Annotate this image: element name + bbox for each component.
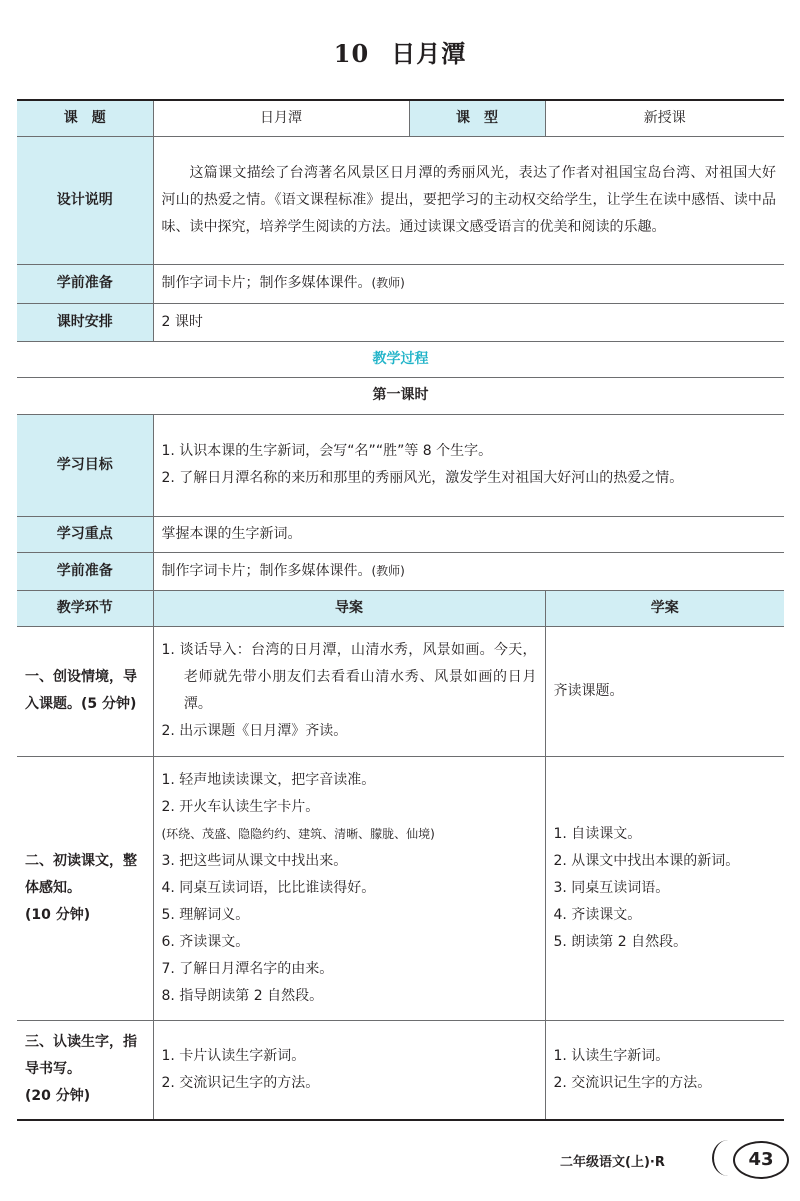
stage-name bbox=[17, 756, 153, 1020]
process-row bbox=[17, 341, 784, 377]
guide-item: 3. 把这些词从课文中找出来。 bbox=[161, 852, 348, 869]
stage-name-line: 三、认读生字，指导书写。 bbox=[25, 1034, 137, 1078]
stage-row bbox=[17, 1020, 784, 1120]
guide-item: 2. 交流识记生字的方法。 bbox=[161, 1074, 320, 1091]
lesson-number: 10 bbox=[333, 39, 370, 68]
guide-item: 8. 指导朗读第 2 自然段。 bbox=[161, 987, 324, 1004]
schedule-row bbox=[17, 303, 784, 341]
type-value: 新授课 bbox=[545, 100, 784, 136]
study-item: 2. 交流识记生字的方法。 bbox=[553, 1074, 712, 1091]
guide-item: 1. 谈话导入：台湾的日月潭，山清水秀，风景如画。今天，老师就先带小朋友们去看看山清水秀、风景如画的日月潭。 bbox=[161, 642, 537, 712]
schedule-label: 课时安排 bbox=[17, 303, 153, 341]
guide-item: 1. 轻声地读读课文，把字音读准。 bbox=[161, 771, 376, 788]
stage-name bbox=[17, 1020, 153, 1120]
prep-text: 制作字词卡片；制作多媒体课件。 bbox=[161, 275, 372, 291]
stage-name: 一、创设情境，导入课题。(5 分钟) bbox=[17, 626, 153, 756]
process-title: 教学过程 bbox=[17, 341, 784, 377]
type-label: 课 型 bbox=[409, 100, 545, 136]
lesson-plan-table bbox=[17, 99, 784, 1121]
study-item: 齐读课题。 bbox=[553, 682, 624, 699]
prep2-cell bbox=[153, 552, 784, 590]
focus-text: 掌握本课的生字新词。 bbox=[153, 516, 784, 552]
study-item: 4. 齐读课文。 bbox=[553, 906, 642, 923]
stage-guide bbox=[153, 626, 545, 756]
column-header-row bbox=[17, 590, 784, 626]
stage-guide bbox=[153, 756, 545, 1020]
guide-item: 5. 理解词义。 bbox=[161, 906, 250, 923]
guide-item: 6. 齐读课文。 bbox=[161, 933, 250, 950]
goals-row bbox=[17, 414, 784, 516]
study-item: 5. 朗读第 2 自然段。 bbox=[553, 933, 688, 950]
period-row bbox=[17, 377, 784, 414]
focus-label: 学习重点 bbox=[17, 516, 153, 552]
design-label: 设计说明 bbox=[17, 136, 153, 264]
page-number: 43 bbox=[733, 1141, 789, 1179]
prep-cell bbox=[153, 264, 784, 303]
guide-item: 1. 卡片认读生字新词。 bbox=[161, 1047, 306, 1064]
prep2-note: (教师) bbox=[371, 563, 405, 578]
schedule-text: 2 课时 bbox=[153, 303, 784, 341]
guide-item: 2. 开火车认读生字卡片。 bbox=[161, 798, 320, 815]
topic-row bbox=[17, 100, 784, 136]
stage-guide bbox=[153, 1020, 545, 1120]
goals-label: 学习目标 bbox=[17, 414, 153, 516]
col-stage: 教学环节 bbox=[17, 590, 153, 626]
design-text: 这篇课文描绘了台湾著名风景区日月潭的秀丽风光，表达了作者对祖国宝岛台湾、对祖国大好河山的热爱之情。《语文课程标准》提出，要把学习的主动权交给学生，让学生在读中感悟、读中品味、读中探究，培养学生阅读的方法。通过读课文感受语言的优美和阅读的乐趣。 bbox=[153, 136, 784, 264]
stage-row bbox=[17, 626, 784, 756]
stage-study bbox=[545, 756, 784, 1020]
goal-item: 1. 认识本课的生字新词，会写“名”“胜”等 8 个生字。 bbox=[161, 443, 493, 459]
col-study: 学案 bbox=[545, 590, 784, 626]
prep-note: (教师) bbox=[371, 276, 405, 290]
focus-row bbox=[17, 516, 784, 552]
stage-name-line: 二、初读课文，整体感知。 bbox=[25, 852, 137, 896]
study-item: 1. 自读课文。 bbox=[553, 825, 642, 842]
stage-time: (20 分钟) bbox=[25, 1088, 91, 1105]
stage-time: (10 分钟) bbox=[25, 906, 91, 923]
topic-label: 课 题 bbox=[17, 100, 153, 136]
guide-note: (环绕、茂盛、隐隐约约、建筑、清晰、朦胧、仙境) bbox=[161, 826, 435, 841]
col-guide: 导案 bbox=[153, 590, 545, 626]
guide-item: 7. 了解日月潭名字的由来。 bbox=[161, 960, 334, 977]
stage-study bbox=[545, 1020, 784, 1120]
prep-label: 学前准备 bbox=[17, 264, 153, 303]
goal-item: 2. 了解日月潭名称的来历和那里的秀丽风光，激发学生对祖国大好河山的热爱之情。 bbox=[161, 470, 684, 486]
guide-item: 4. 同桌互读词语，比比谁读得好。 bbox=[161, 879, 376, 896]
prep2-text: 制作字词卡片；制作多媒体课件。 bbox=[161, 562, 372, 579]
prep2-row bbox=[17, 552, 784, 590]
guide-item: 2. 出示课题《日月潭》齐读。 bbox=[161, 723, 348, 739]
topic-value: 日月潭 bbox=[153, 100, 409, 136]
book-label: 二年级语文(上)·R bbox=[560, 1155, 665, 1170]
page-title bbox=[0, 34, 800, 69]
prep2-label: 学前准备 bbox=[17, 552, 153, 590]
stage-row bbox=[17, 756, 784, 1020]
design-row bbox=[17, 136, 784, 264]
study-item: 1. 认读生字新词。 bbox=[553, 1047, 670, 1064]
stage-study bbox=[545, 626, 784, 756]
period-title: 第一课时 bbox=[17, 377, 784, 414]
goals-cell bbox=[153, 414, 784, 516]
lesson-title: 日月潭 bbox=[391, 39, 467, 68]
study-item: 3. 同桌互读词语。 bbox=[553, 879, 670, 896]
prep-row bbox=[17, 264, 784, 303]
study-item: 2. 从课文中找出本课的新词。 bbox=[553, 852, 740, 869]
